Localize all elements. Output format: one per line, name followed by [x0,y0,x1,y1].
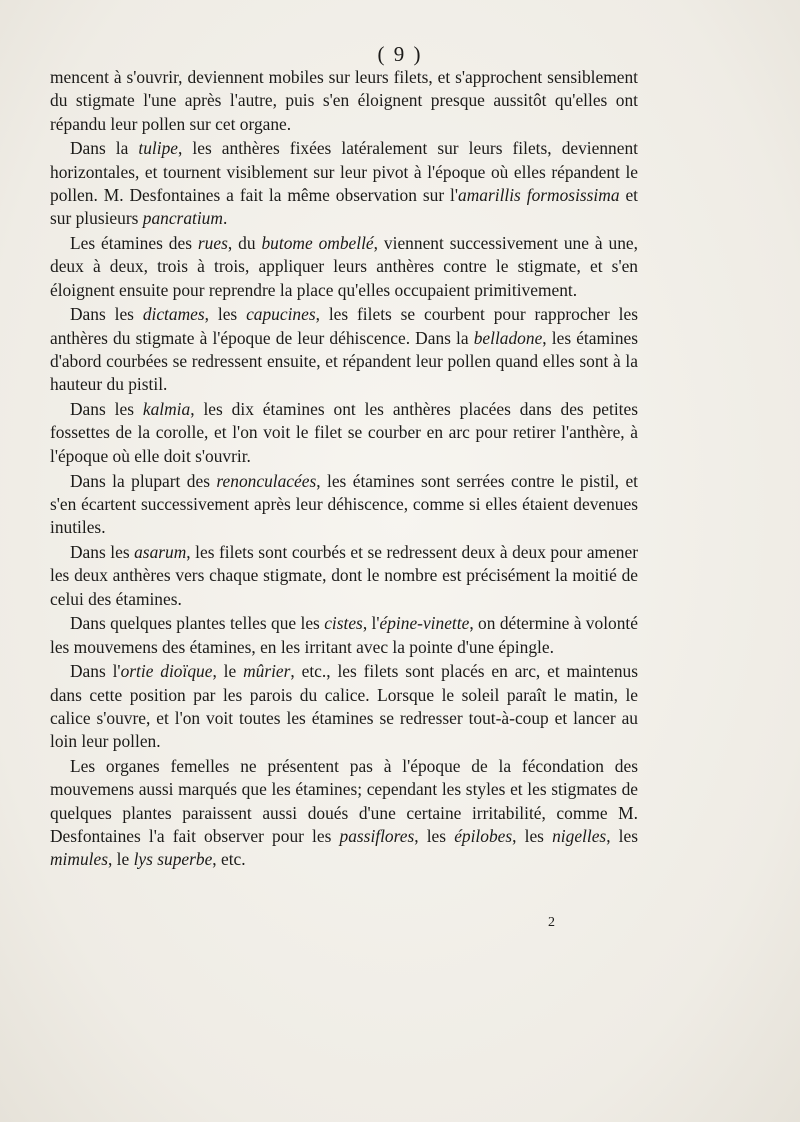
text-run: Les organes femelles ne présentent pas à l'époque de la fécondation des mouvemens aussi marqués que les étamines; cependant les styles et les stigmates de quelques plantes paraissent aussi doués d'une certaine irritabilité, comme M. Desfontaines l'a fait observer pour les [50,756,638,846]
text-run: , le [212,661,244,682]
text-run: , les filets sont courbés et se redressent deux à deux pour amener les deux anthères vers chaque stigmate, dont le nombre est précisément la moitié de celui des étamines. [50,541,638,609]
text-run: Dans l' [70,661,121,682]
italic-term: nigelles [552,826,607,846]
text-run: Les étamines des [70,233,198,254]
text-run: Dans quelques plantes telles que les [70,613,325,634]
italic-term: épilobes [454,826,513,846]
text-run: Dans les [70,304,143,325]
text-run: , l' [362,613,380,634]
paragraph-cistes [50,612,638,659]
paragraph-rues [50,232,638,302]
text-run: , le [107,849,134,870]
italic-term: asarum [134,541,187,562]
text-run: , on détermine à volonté les mouvemens des étamines, en les irritant avec la pointe d'une épingle. [50,613,638,657]
text-run: , les étamines d'abord courbées se redressent ensuite, et répandent leur pollen quand elles sont à la hauteur du pistil. [50,327,639,395]
italic-term: kalmia [142,399,191,420]
italic-term: capucines [246,304,316,325]
italic-term: lys superbe [133,849,213,870]
text-run: Dans la plupart des [70,470,217,491]
italic-term: épine-vinette [379,613,470,634]
text-run: , les étamines sont serrées contre le pistil, et s'en écartent successivement après leur déhiscence, comme si elles étaient devenues inutiles. [50,470,639,538]
italic-term: rues [197,233,228,254]
paragraph-tulipe [50,137,638,230]
text-run: et sur plusieurs [50,184,639,229]
text-run: , les dix étamines ont les anthères placées dans des petites fossettes de la corolle, et l'on voit le filet se courber en arc pour retirer l'anthère, à l'époque où elle doit s'ouvrir. [50,399,638,466]
italic-term: ortie dioïque [120,661,213,682]
text-run: , etc., les filets sont placés en arc, et maintenus dans cette position par les parois du calice. Lorsque le soleil paraît le matin, le calice s'ouvre, et l'on voit toutes les étamines se redresser tout-à-coup et lancer au loin leur pollen. [50,661,639,752]
paragraph-continuation [50,66,638,136]
text-run: , les anthères fixées latéralement sur leurs filets, deviennent horizontales, et tournent visiblement sur leur pivot à l'époque où elles répandent le pollen. M. Desfontaines a fait la même observation sur l' [50,138,638,205]
italic-term: mimules [50,849,108,870]
italic-term: passiflores [339,826,415,846]
italic-term: pancratium [142,208,223,229]
text-run: . [222,208,228,229]
body-text [50,66,638,872]
text-run: , du [227,233,262,254]
italic-term: butome ombellé [261,233,374,254]
text-run: , les [204,304,247,325]
text-run: , les [414,826,455,846]
paragraph-asarum [50,541,638,611]
text-run: mencent à s'ouvrir, deviennent mobiles sur leurs filets, et s'approchent sensiblement du stigmate l'une après l'autre, puis s'en éloignent presque aussitôt qu'elles ont répandu leur pollen sur cet organe. [50,67,638,134]
italic-term: tulipe [138,138,179,159]
text-run: Dans les [70,399,143,420]
page-number: ( 9 ) [377,42,423,66]
italic-term: renonculacées [216,470,317,491]
text-run: , les [512,826,553,846]
italic-term: belladone [473,327,543,348]
text-run: , viennent successivement une à une, deux à deux, trois à trois, appliquer leurs anthères contre le stigmate, et s'en éloignent ensuite pour reprendre la place qu'elles occupaient primitivement. [50,233,639,300]
text-run: , etc. [212,849,246,870]
italic-term: mûrier [243,661,291,682]
text-run: Dans la [70,138,139,159]
paragraph-organes-femelles [50,755,638,871]
italic-term: amarillis formosissima [458,184,620,205]
signature-mark: 2 [548,915,555,930]
paragraph-kalmia [50,398,638,468]
italic-term: cistes [324,613,363,634]
italic-term: dictames [142,304,205,325]
text-run: , les [606,826,638,846]
paragraph-ortie [50,660,638,753]
text-run: , les filets se courbent pour rapprocher les anthères du stigmate à l'époque de leur déhiscence. Dans la [50,304,638,348]
paragraph-renonculacees [50,470,638,540]
paragraph-dictames [50,303,638,396]
text-run: Dans les [70,541,135,562]
